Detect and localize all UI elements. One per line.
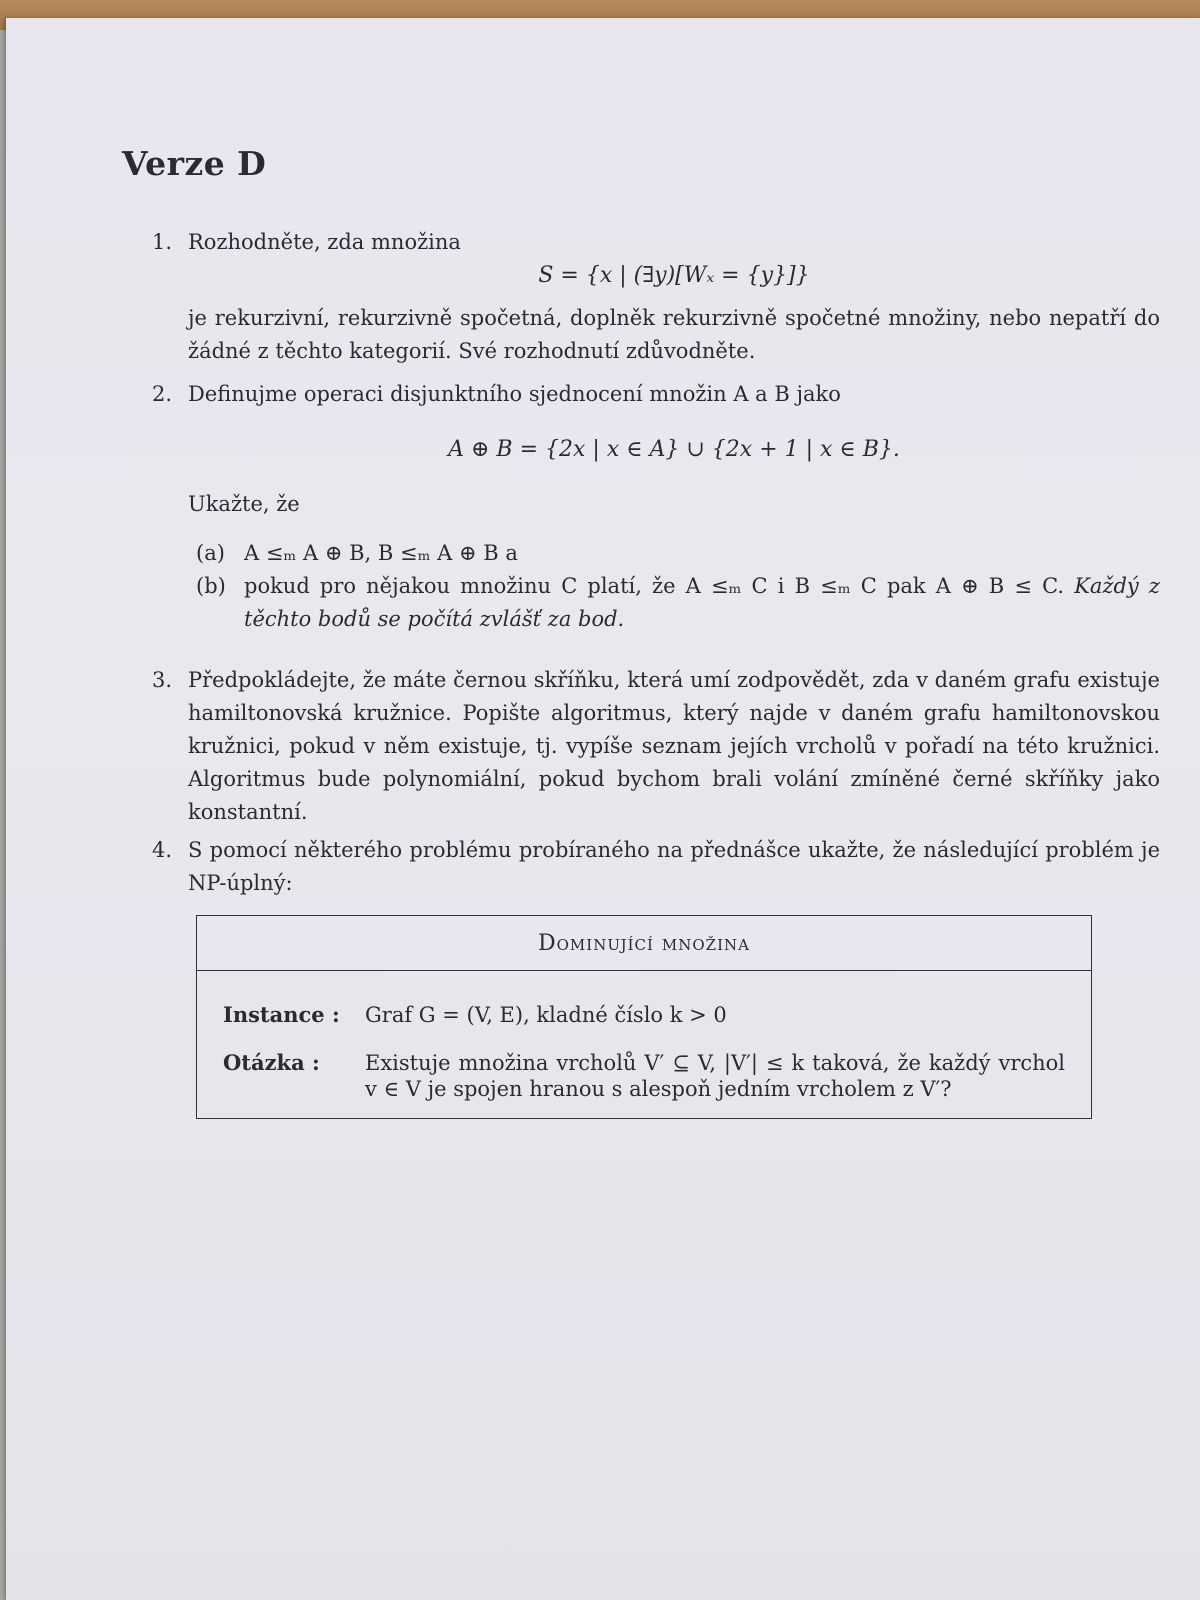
question-text: Ukažte, že — [188, 492, 300, 516]
scoring-note: Každý z těchto bodů se počítá zvlášť za bod. — [244, 574, 1160, 631]
question-number: 1. — [152, 230, 173, 254]
instance-text: Graf G = (V, E), kladné číslo k > 0 — [365, 1003, 727, 1027]
subpart-text: pokud pro nějakou množinu C platí, že A ≤ₘ C i B ≤ₘ C pak A ⊕ B ≤ C. — [244, 574, 1065, 598]
question-text: Předpokládejte, že máte černou skříňku, která umí zodpovědět, zda v daném grafu existuje hamiltonovská kružnice. Popište algoritmus, který najde v daném grafu hamiltonovskou kružnici, pokud v něm existuje, tj. vypíše seznam jejích vrcholů v pořadí na této kružnici. Algoritmus bude polynomiální, pokud bychom brali volání zmíněné černé skříňky jako konstantní. — [188, 668, 1160, 824]
subpart-label: (a) — [196, 541, 225, 565]
subpart-b — [188, 570, 1160, 636]
question-number: 3. — [152, 668, 173, 692]
subpart-label: (b) — [196, 574, 226, 598]
question-text: Existuje množina vrcholů V′ ⊆ V, |V′| ≤ k taková, že každý vrchol v ∈ V je spojen hranou s alespoň jedním vrcholem z V′? — [365, 1051, 1065, 1101]
subpart-a — [188, 537, 1160, 570]
problem-box — [196, 915, 1092, 1119]
question-number: 2. — [152, 382, 173, 406]
problem-name: Dominující množina — [197, 916, 1091, 971]
question-number: 4. — [152, 838, 173, 862]
question-text: je rekurzivní, rekurzivně spočetná, doplněk rekurzivně spočetné množiny, nebo nepatří do žádné z těchto kategorií. Své rozhodnutí zdůvodněte. — [188, 306, 1160, 363]
question-text: S pomocí některého problému probíraného na přednášce ukažte, že následující problém je NP-úplný: — [188, 838, 1160, 895]
paper-sheet — [6, 18, 1200, 1600]
formula: A ⊕ B = {2x | x ∈ A} ∪ {2x + 1 | x ∈ B}. — [448, 437, 900, 462]
question-label: Otázka : — [223, 1050, 320, 1075]
instance-label: Instance : — [223, 1002, 340, 1027]
question-intro: Definujme operaci disjunktního sjednocení množin A a B jako — [188, 382, 841, 406]
formula: S = {x | (∃y)[Wₓ = {y}]} — [538, 263, 810, 288]
subpart-text: A ≤ₘ A ⊕ B, B ≤ₘ A ⊕ B a — [244, 541, 518, 565]
page-title: Verze D — [122, 144, 267, 183]
question-intro: Rozhodněte, zda množina — [188, 230, 461, 254]
